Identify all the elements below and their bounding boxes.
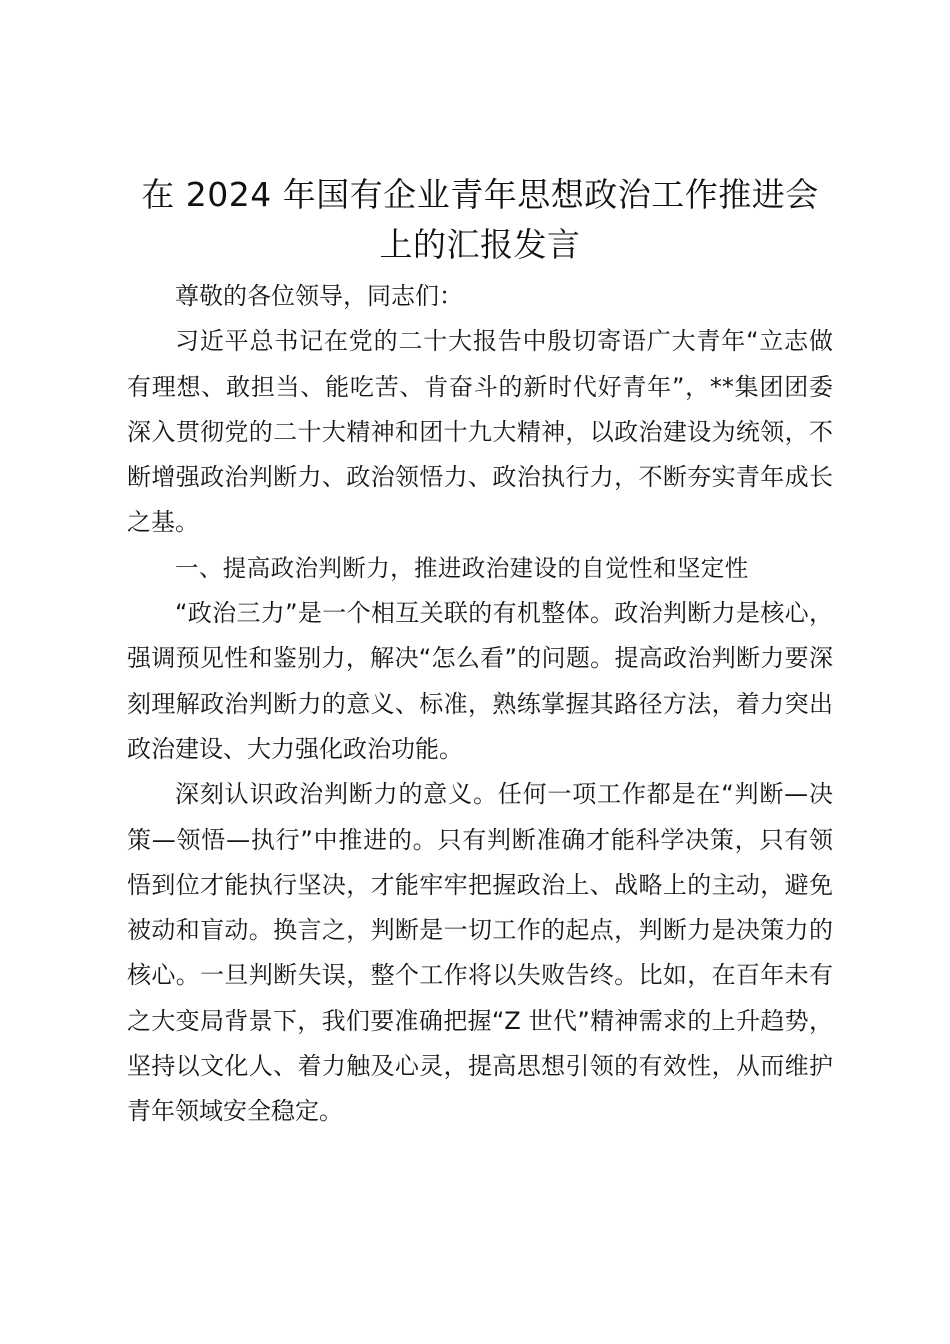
paragraph-intro: 习近平总书记在党的二十大报告中殷切寄语广大青年“立志做有理想、敢担当、能吃苦、肯奋斗的新时代好青年”，**集团团委深入贯彻党的二十大精神和团十九大精神，以政治建设为统领，不断增强政治判断力、政治领悟力、政治执行力，不断夯实青年成长之基。	[127, 327, 833, 537]
document-body	[127, 170, 833, 1135]
paragraph-political-three-forces: “政治三力”是一个相互关联的有机整体。政治判断力是核心，强调预见性和鉴别力，解决“怎么看”的问题。提高政治判断力要深刻理解政治判断力的意义、标准，熟练掌握其路径方法，着力突出政治建设、大力强化政治功能。	[127, 599, 833, 763]
paragraph-judgment-significance: 深刻认识政治判断力的意义。任何一项工作都是在“判断—决策—领悟—执行”中推进的。只有判断准确才能科学决策，只有领悟到位才能执行坚决，才能牢牢把握政治上、战略上的主动，避免被动和盲动。换言之，判断是一切工作的起点，判断力是决策力的核心。一旦判断失误，整个工作将以失败告终。比如，在百年未有之大变局背景下，我们要准确把握“Z 世代”精神需求的上升趋势，坚持以文化人、着力触及心灵，提高思想引领的有效性，从而维护青年领域安全稳定。	[127, 780, 833, 1126]
section-heading-1: 一、提高政治判断力，推进政治建设的自觉性和坚定性	[175, 553, 749, 582]
document-title: 在 2024 年国有企业青年思想政治工作推进会上的汇报发言	[141, 175, 819, 264]
salutation: 尊敬的各位领导，同志们：	[175, 282, 463, 310]
